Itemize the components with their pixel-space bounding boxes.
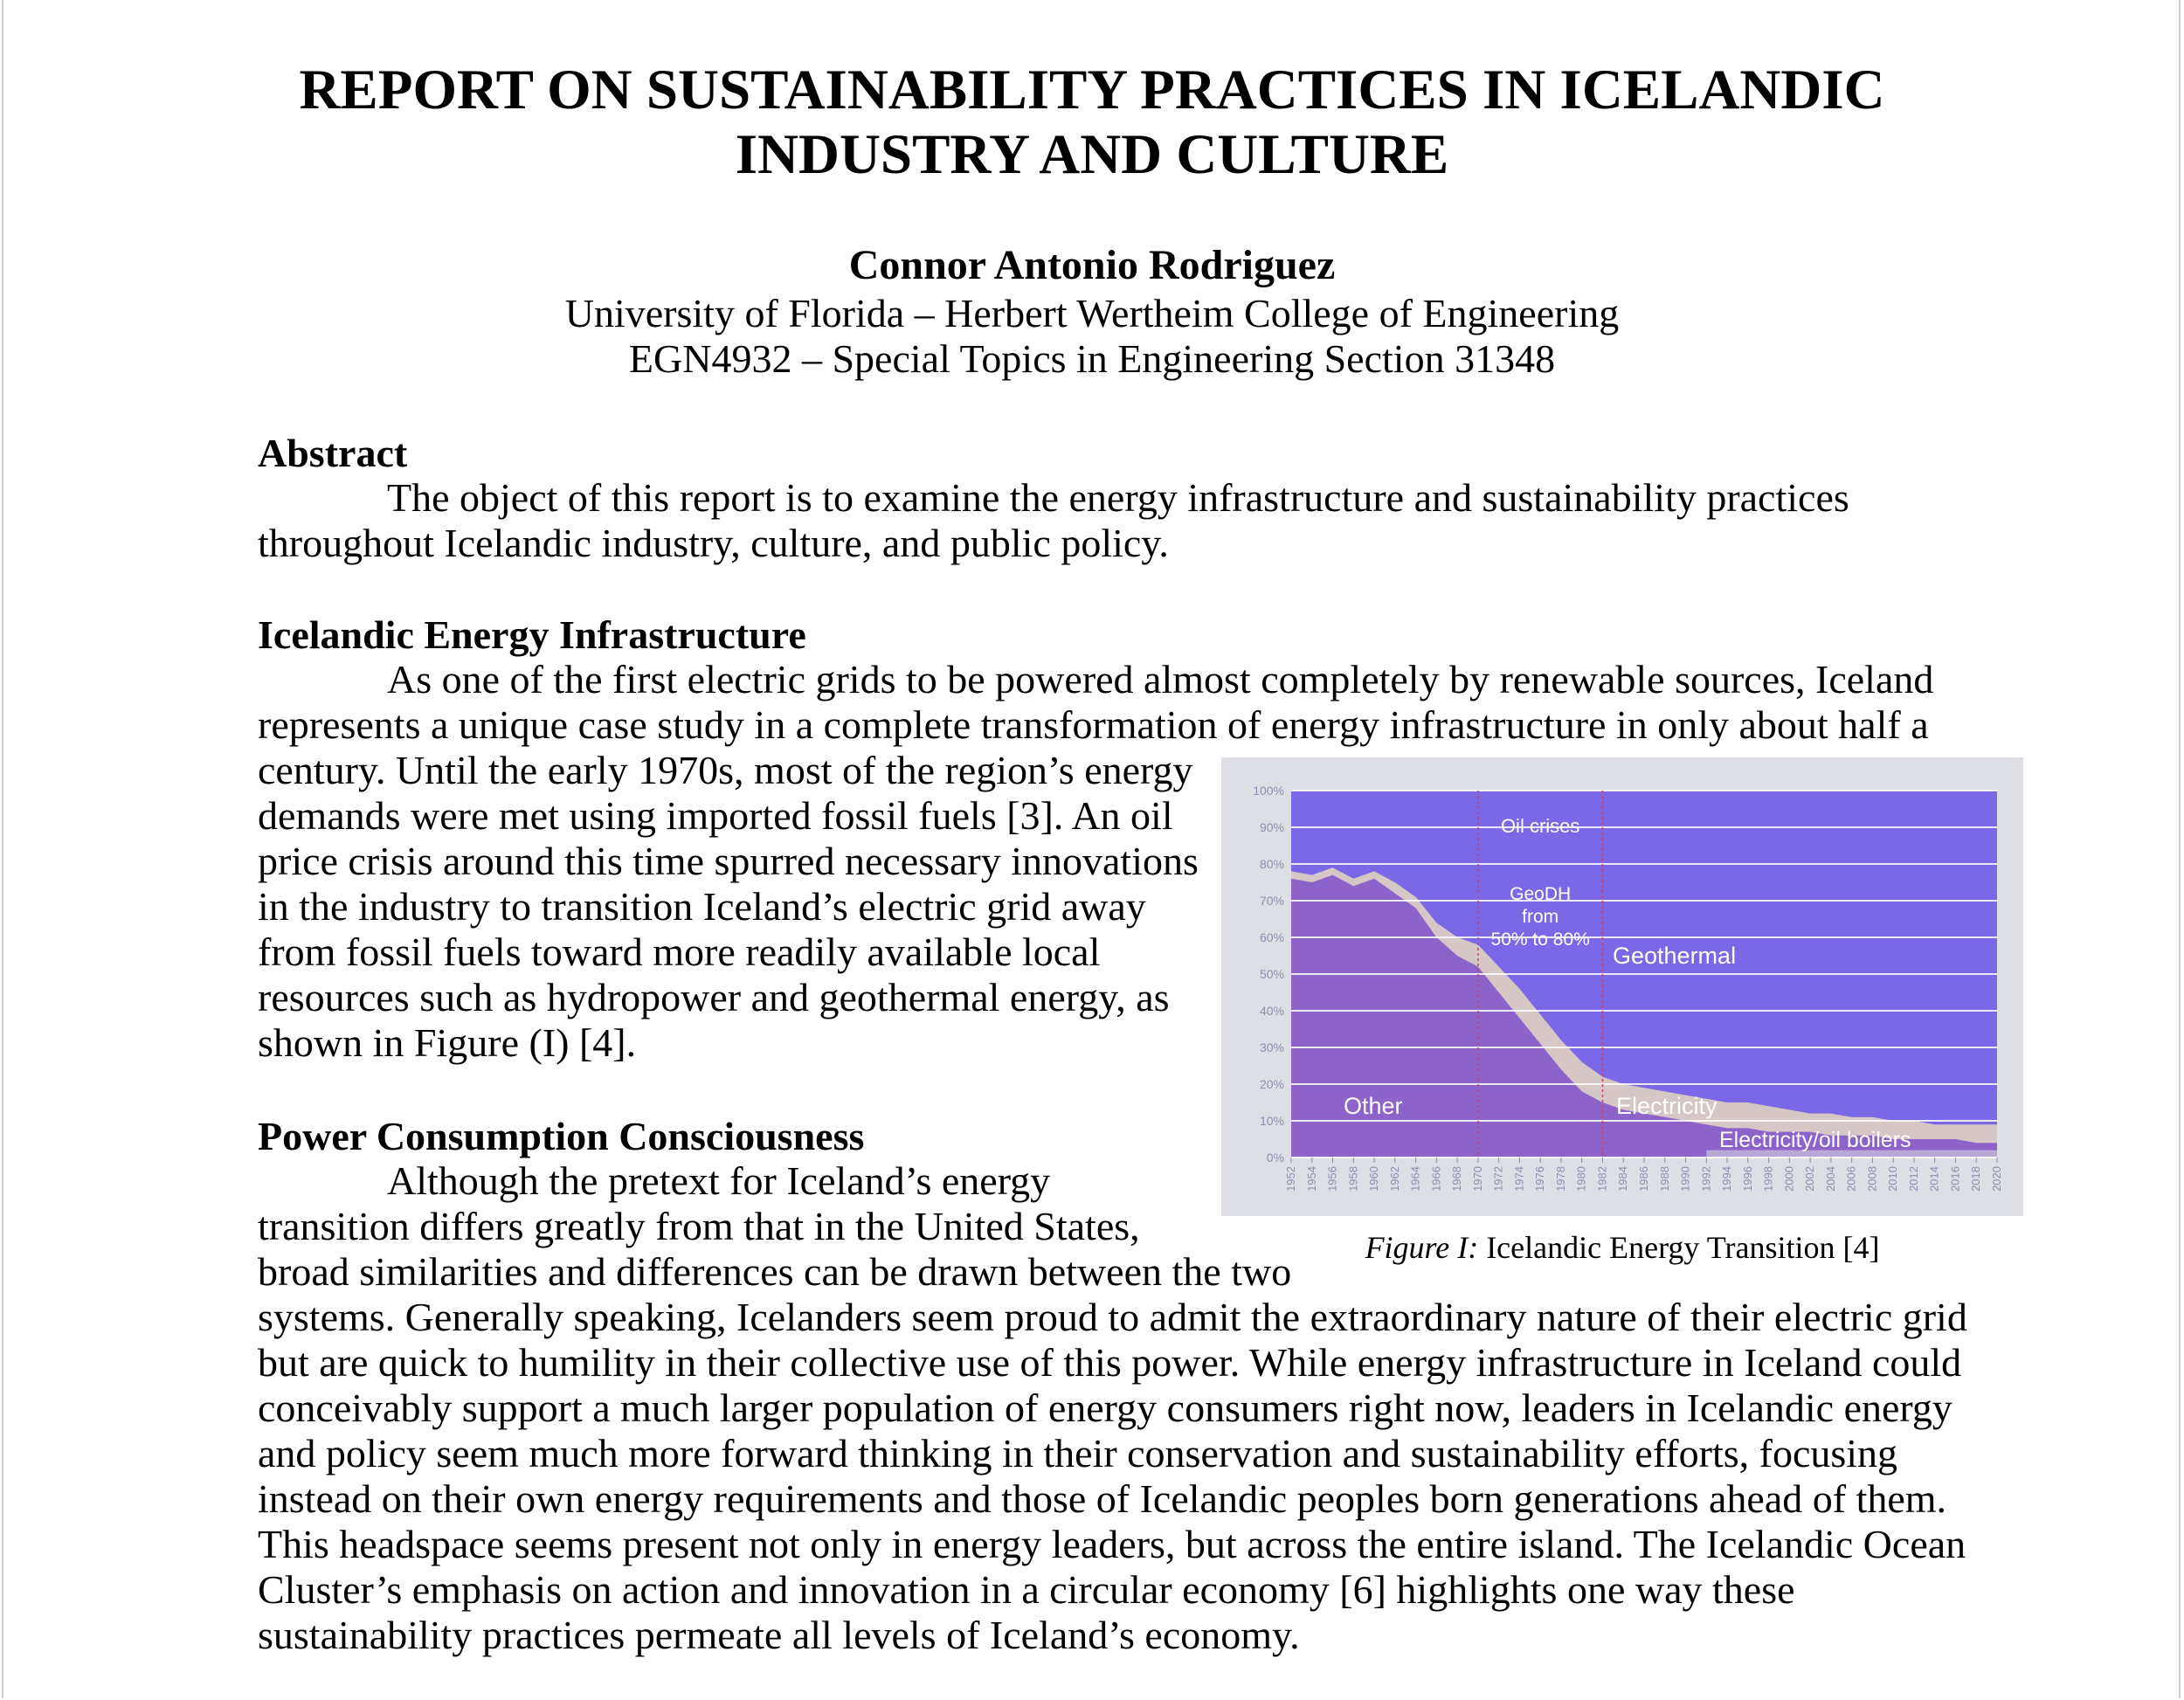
x-tick-label: 1986 xyxy=(1637,1166,1650,1192)
x-tick-label: 2010 xyxy=(1886,1166,1900,1192)
course-info: EGN4932 – Special Topics in Engineering Section 31348 xyxy=(628,336,1556,381)
x-tick-label: 2016 xyxy=(1948,1166,1962,1192)
region-label-electricity-oil-boilers: Electricity/oil boilers xyxy=(1719,1128,1911,1152)
y-tick-label: 20% xyxy=(1259,1077,1284,1091)
consumption-line: instead on their own energy requirements and those of Icelandic peoples born generations ahead of them. xyxy=(258,1476,1947,1521)
infrastructure-line: from fossil fuels toward more readily available local xyxy=(258,929,1101,974)
region-label-other: Other xyxy=(1344,1093,1403,1119)
x-tick-label: 1974 xyxy=(1512,1166,1526,1192)
y-tick-label: 60% xyxy=(1259,930,1284,944)
x-tick-label: 1980 xyxy=(1574,1166,1588,1192)
x-tick-label: 1966 xyxy=(1429,1166,1443,1192)
x-tick-label: 1954 xyxy=(1304,1166,1318,1192)
annotation-geodh: GeoDH xyxy=(1510,884,1572,904)
x-tick-label: 1962 xyxy=(1387,1166,1401,1192)
x-tick-label: 2020 xyxy=(1990,1166,2003,1192)
figure-caption xyxy=(1221,1228,2023,1267)
x-tick-label: 1964 xyxy=(1408,1166,1422,1192)
infrastructure-line: in the industry to transition Iceland’s electric grid away xyxy=(258,884,1146,929)
energy-transition-figure xyxy=(1221,757,2023,1216)
x-tick-label: 2002 xyxy=(1803,1166,1817,1192)
infrastructure-line: resources such as hydropower and geothermal energy, as xyxy=(258,975,1170,1019)
infrastructure-line: century. Until the early 1970s, most of the region’s energy xyxy=(258,748,1193,792)
consumption-line: but are quick to humility in their collective use of this power. While energy infrastructure in Iceland could xyxy=(258,1340,1962,1385)
abstract-line: The object of this report is to examine the energy infrastructure and sustainability practices xyxy=(387,475,1849,520)
annotation-range: 50% to 80% xyxy=(1490,929,1590,950)
x-tick-label: 2012 xyxy=(1906,1166,1920,1192)
x-tick-label: 1984 xyxy=(1616,1166,1630,1192)
x-tick-label: 1968 xyxy=(1450,1166,1464,1192)
infrastructure-line: represents a unique case study in a complete transformation of energy infrastructure in only about half a xyxy=(258,702,1929,747)
consumption-heading: Power Consumption Consciousness xyxy=(258,1114,865,1158)
energy-transition-chart xyxy=(1221,757,2023,1216)
author-affiliation: University of Florida – Herbert Wertheim College of Engineering xyxy=(564,291,1620,335)
y-tick-label: 40% xyxy=(1259,1004,1284,1018)
x-tick-label: 2006 xyxy=(1844,1166,1858,1192)
x-tick-label: 2018 xyxy=(1969,1166,1983,1192)
x-tick-label: 1958 xyxy=(1346,1166,1360,1192)
x-tick-label: 2014 xyxy=(1927,1166,1941,1192)
title-line-2: INDUSTRY AND CULTURE xyxy=(735,123,1449,186)
x-tick-label: 1982 xyxy=(1595,1166,1609,1192)
x-tick-label: 1996 xyxy=(1740,1166,1754,1192)
title-line-1: REPORT ON SUSTAINABILITY PRACTICES IN ICELANDIC xyxy=(299,59,1885,121)
infrastructure-line: demands were met using imported fossil fuels [3]. An oil xyxy=(258,793,1173,838)
x-tick-label: 1976 xyxy=(1533,1166,1547,1192)
annotation-oil-crises: Oil crises xyxy=(1500,815,1580,837)
x-tick-label: 1992 xyxy=(1699,1166,1713,1192)
consumption-line: Cluster’s emphasis on action and innovation in a circular economy [6] highlights one way these xyxy=(258,1567,1795,1612)
figure-caption-label: Figure I: xyxy=(1365,1230,1479,1265)
infrastructure-heading: Icelandic Energy Infrastructure xyxy=(258,612,806,657)
consumption-line: conceivably support a much larger population of energy consumers right now, leaders in Icelandic energy xyxy=(258,1386,1952,1430)
x-tick-label: 1990 xyxy=(1678,1166,1692,1192)
abstract-line: throughout Icelandic industry, culture, and public policy. xyxy=(258,521,1169,565)
abstract-heading: Abstract xyxy=(258,431,408,475)
consumption-line: and policy seem much more forward thinking in their conservation and sustainability efforts, focusing xyxy=(258,1431,1898,1475)
y-tick-label: 50% xyxy=(1259,967,1284,981)
y-tick-label: 80% xyxy=(1259,857,1284,871)
consumption-line: broad similarities and differences can be drawn between the two xyxy=(258,1249,1292,1294)
consumption-line: systems. Generally speaking, Icelanders seem proud to admit the extraordinary nature of their electric grid xyxy=(258,1295,1967,1339)
consumption-line: Although the pretext for Iceland’s energy xyxy=(387,1158,1051,1203)
consumption-line: transition differs greatly from that in the United States, xyxy=(258,1204,1140,1248)
x-tick-label: 2004 xyxy=(1823,1166,1837,1192)
region-label-geothermal: Geothermal xyxy=(1613,943,1737,969)
author-name: Connor Antonio Rodriguez xyxy=(848,242,1336,288)
y-tick-label: 10% xyxy=(1259,1114,1284,1128)
x-tick-label: 1956 xyxy=(1325,1166,1339,1192)
figure-caption-text: Icelandic Energy Transition [4] xyxy=(1478,1230,1880,1265)
x-tick-label: 1970 xyxy=(1470,1166,1484,1192)
y-tick-label: 100% xyxy=(1253,784,1284,798)
x-tick-label: 2008 xyxy=(1865,1166,1879,1192)
x-tick-label: 1978 xyxy=(1553,1166,1567,1192)
region-label-electricity: Electricity xyxy=(1616,1093,1717,1119)
x-tick-label: 1952 xyxy=(1284,1166,1297,1192)
x-tick-label: 1988 xyxy=(1657,1166,1671,1192)
infrastructure-line: price crisis around this time spurred necessary innovations xyxy=(258,839,1199,883)
annotation-from: from xyxy=(1522,907,1559,927)
infrastructure-line: shown in Figure (I) [4]. xyxy=(258,1020,637,1065)
x-tick-label: 1972 xyxy=(1491,1166,1505,1192)
y-tick-label: 0% xyxy=(1266,1151,1284,1164)
y-tick-label: 30% xyxy=(1259,1040,1284,1054)
report-title xyxy=(0,58,2184,187)
consumption-line: This headspace seems present not only in energy leaders, but across the entire island. The Icelandic Ocean xyxy=(258,1522,1966,1566)
x-tick-label: 1994 xyxy=(1720,1166,1734,1192)
y-tick-label: 90% xyxy=(1259,820,1284,834)
x-tick-label: 1998 xyxy=(1761,1166,1775,1192)
infrastructure-line: As one of the first electric grids to be powered almost completely by renewable sources, Iceland xyxy=(387,657,1934,701)
y-tick-label: 70% xyxy=(1259,894,1284,908)
x-tick-label: 1960 xyxy=(1367,1166,1381,1192)
x-tick-label: 2000 xyxy=(1782,1166,1796,1192)
consumption-line: sustainability practices permeate all levels of Iceland’s economy. xyxy=(258,1613,1300,1657)
